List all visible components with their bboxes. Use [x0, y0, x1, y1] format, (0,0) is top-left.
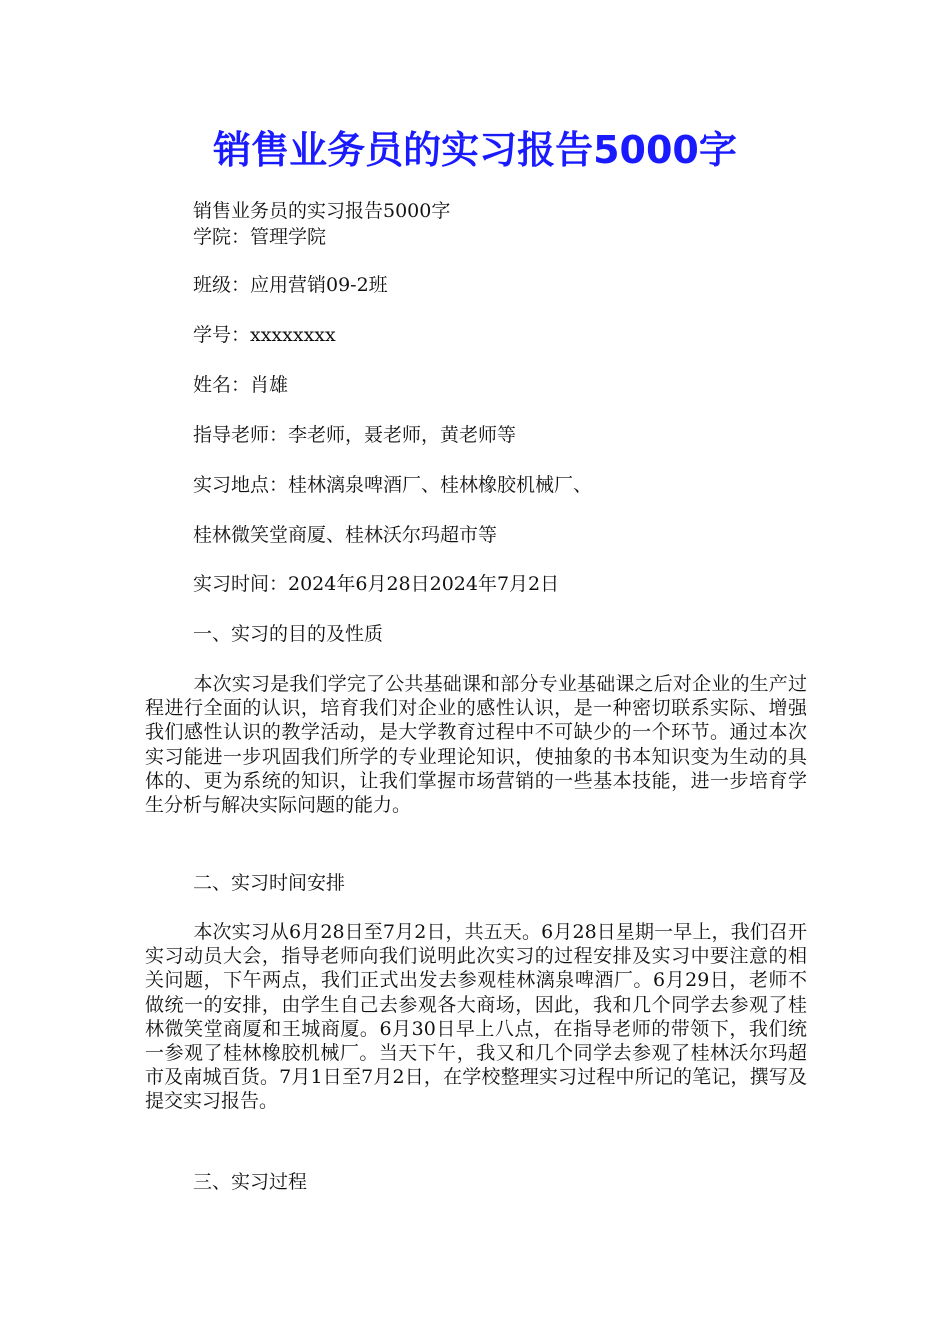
class-line: 班级：应用营销09-2班: [193, 274, 388, 296]
advisors-line: 指导老师：李老师，聂老师，黄老师等: [193, 424, 517, 446]
time-line: 实习时间：2024年6月28日2024年7月2日: [193, 573, 560, 595]
section-1-body: 本次实习是我们学完了公共基础课和部分专业基础课之后对企业的生产过程进行全面的认识，培育我们对企业的感性认识，是一种密切联系实际、增强我们感性认识的教学活动，是大学教育过程中不可缺少的一个环节。通过本次实习能进一步巩固我们所学的专业理论知识，使抽象的书本知识变为生动的具体的、更为系统的知识，让我们掌握市场营销的一些基本技能，进一步培育学生分析与解决实际问题的能力。: [145, 673, 807, 817]
document-title: 销售业务员的实习报告5000字: [213, 128, 737, 172]
section-3-heading: 三、实习过程: [193, 1171, 308, 1193]
section-2-body: 本次实习从6月28日至7月2日，共五天。6月28日星期一早上，我们召开实习动员大会，指导老师向我们说明此次实习的过程安排及实习中要注意的相关问题，下午两点，我们正式出发去参观桂林漓泉啤酒厂。6月29日，老师不做统一的安排，由学生自己去参观各大商场，因此，我和几个同学去参观了桂林微笑堂商厦和王城商厦。6月30日早上八点，在指导老师的带领下，我们统一参观了桂林橡胶机械厂。当天下午，我又和几个同学去参观了桂林沃尔玛超市及南城百货。7月1日至7月2日，在学校整理实习过程中所记的笔记，撰写及提交实习报告。: [145, 921, 807, 1113]
section-1-heading: 一、实习的目的及性质: [193, 623, 384, 645]
section-2-heading: 二、实习时间安排: [193, 872, 346, 894]
document-subtitle: 销售业务员的实习报告5000字: [193, 200, 451, 222]
location-line-1: 实习地点：桂林漓泉啤酒厂、桂林橡胶机械厂、: [193, 474, 593, 496]
student-name-line: 姓名：肖雄: [193, 374, 289, 396]
student-id-line: 学号：xxxxxxxx: [193, 324, 336, 346]
location-line-2: 桂林微笑堂商厦、桂林沃尔玛超市等: [193, 524, 498, 546]
college-line: 学院：管理学院: [193, 226, 327, 248]
